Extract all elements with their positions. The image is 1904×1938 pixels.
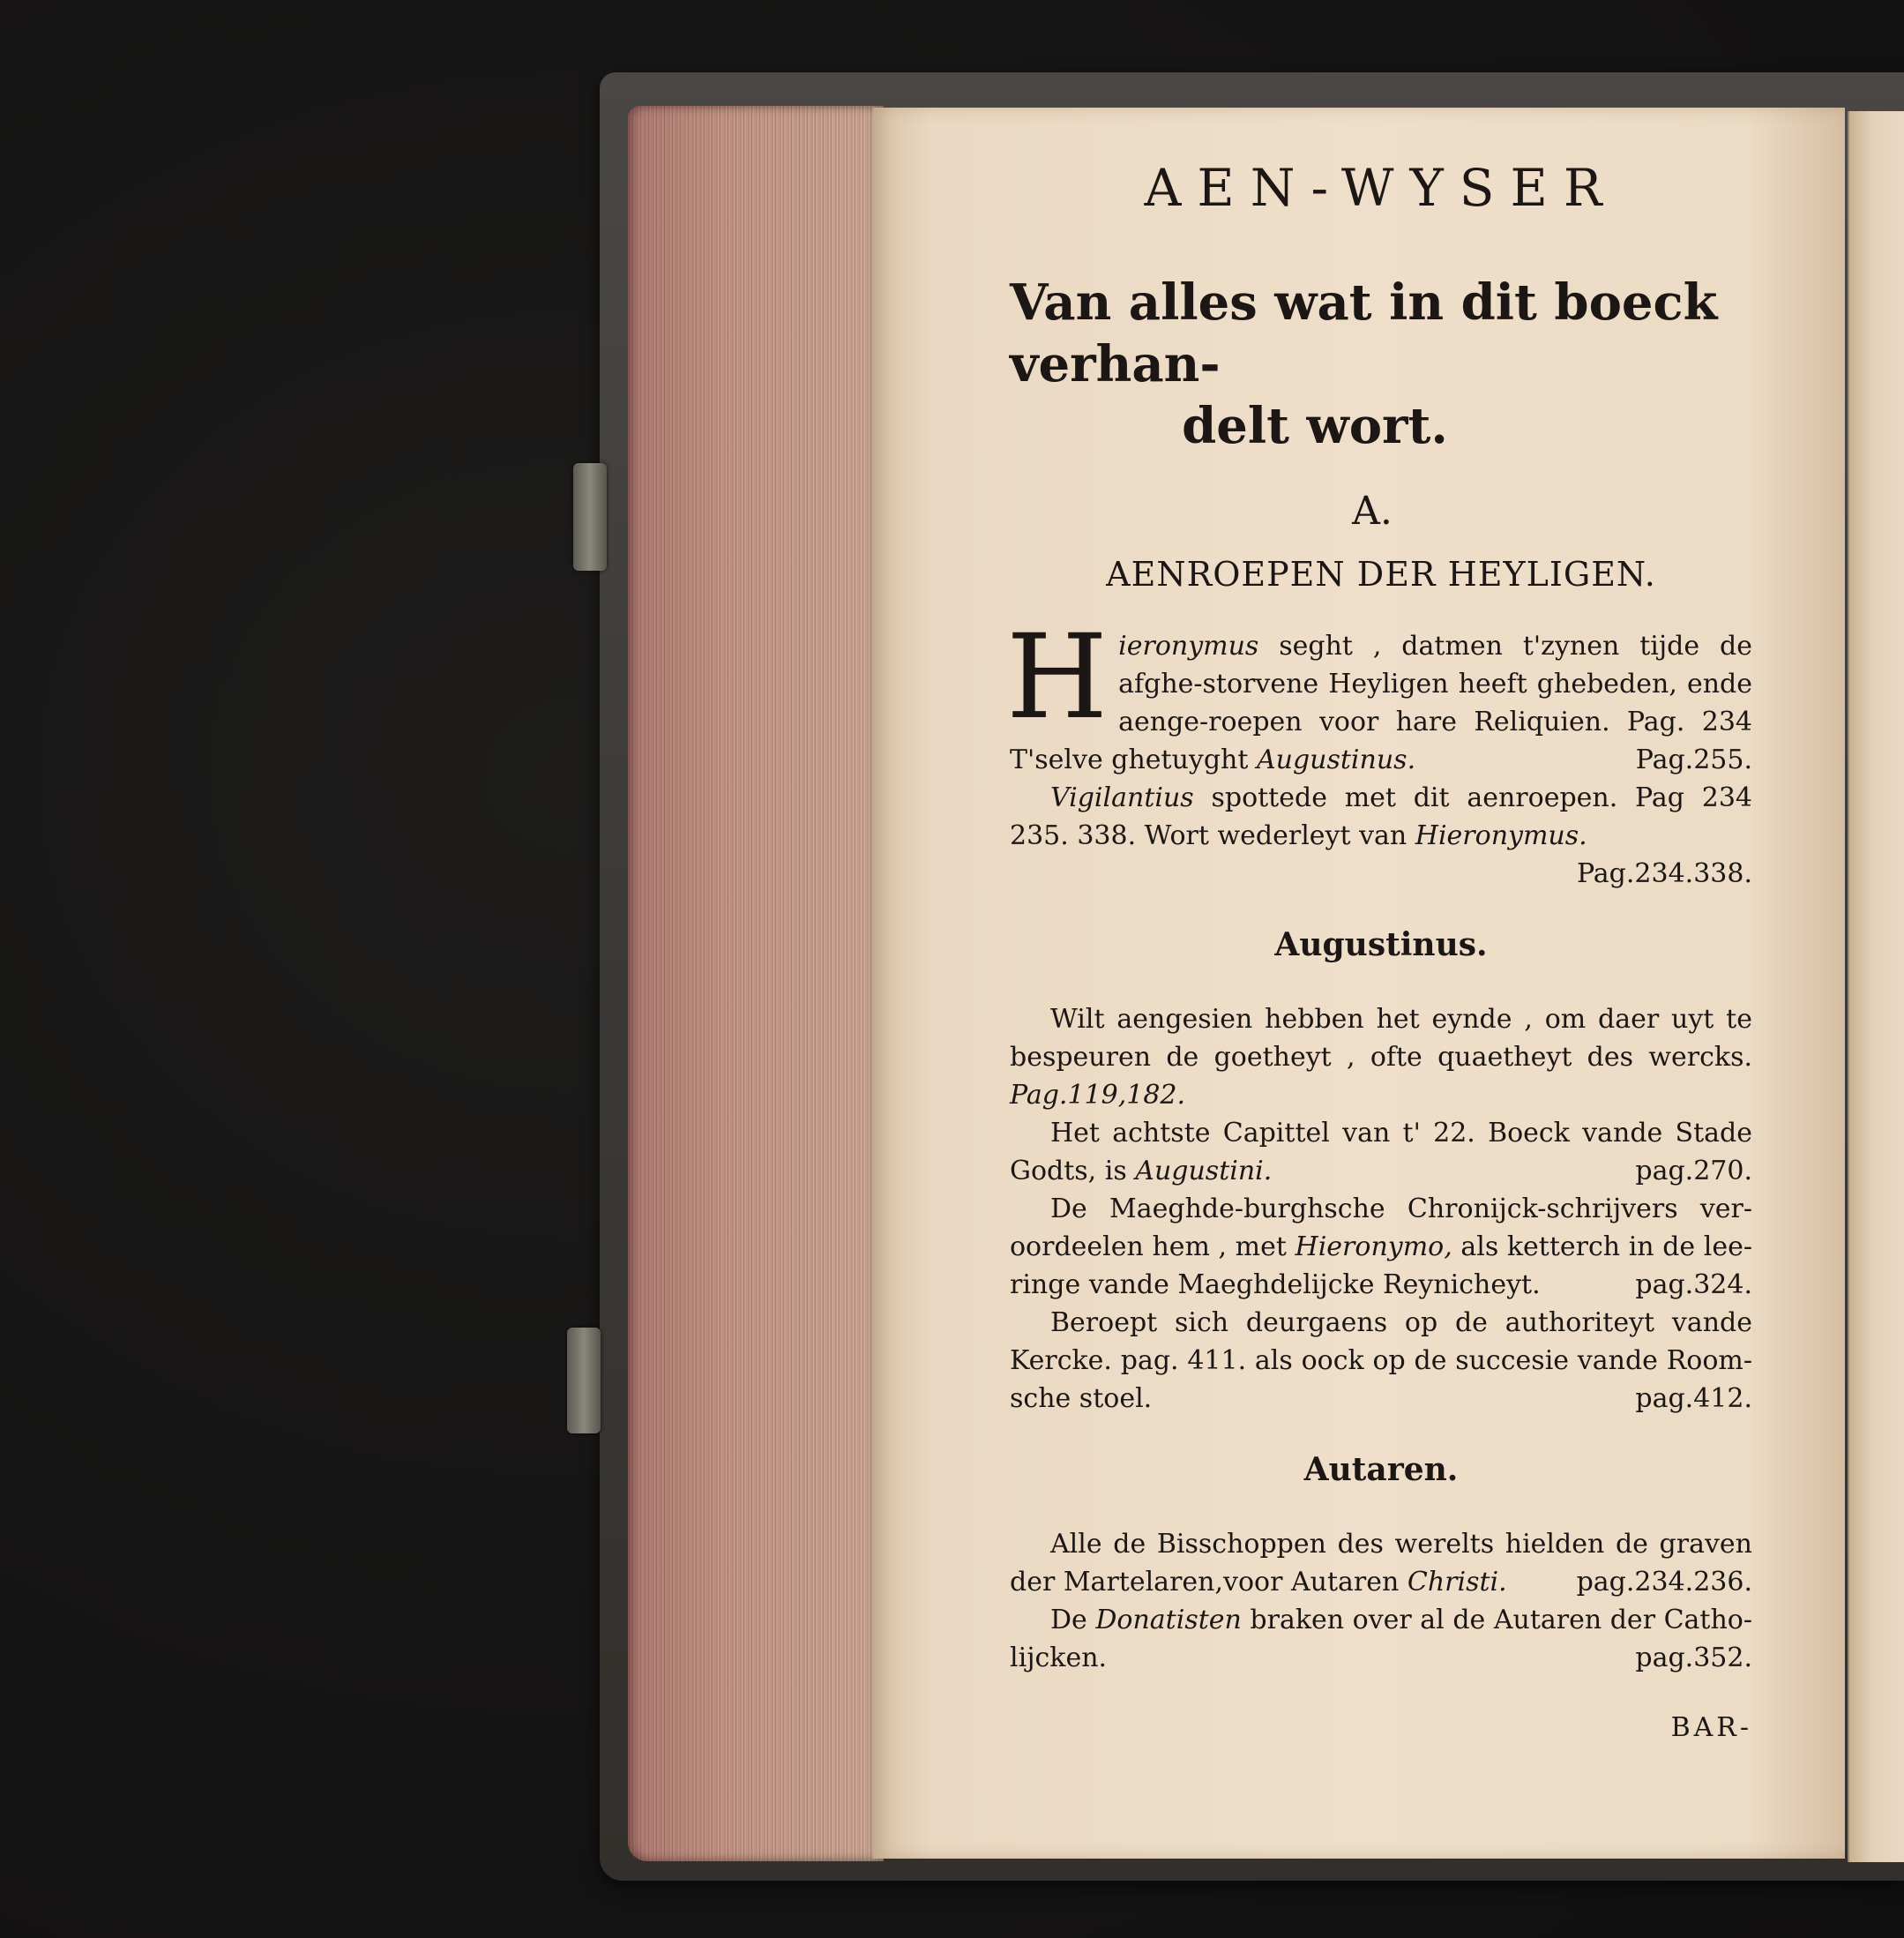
entry-text: Beroept sich deurgaens op de authoriteyt vande Kercke. pag. 411. als oock op de succesie vande Room-sche stoel. (1010, 1307, 1752, 1414)
entry-text: Alle de Bisschoppen des werelts hielden de graven der Martelaren,voor Autaren (1010, 1529, 1752, 1598)
entry-text: De (1050, 1605, 1096, 1635)
index-entry (1010, 1190, 1752, 1304)
page-reference: pag.270. (1635, 1156, 1752, 1186)
entry-reference: Donatisten (1095, 1605, 1242, 1635)
book-clasp-top (573, 463, 607, 571)
index-entry (1010, 1114, 1752, 1190)
entry-text: Het achtste Capittel van t' 22. Boeck vande Stade Godts, is (1010, 1118, 1752, 1186)
entry-reference: Augustini. (1135, 1156, 1273, 1186)
entry-text: Wilt aengesien hebben het eynde , om daer uyt te bespeuren de goetheyt , ofte quaetheyt des wercks. (1010, 1004, 1752, 1073)
entry-reference: Christi. (1407, 1567, 1507, 1598)
index-title (1010, 272, 1752, 457)
page-reference: Pag.119,182. (1010, 1080, 1186, 1111)
entry-text: als ketterch in de lee-ringe vande Maeghdelijcke Reynicheyt. (1010, 1231, 1752, 1300)
section-heading-autaren: Autaren. (1303, 1451, 1459, 1488)
entry-text: De Maeghde-burghsche Chronijck-schrijvers ver-oordeelen hem , met (1010, 1193, 1752, 1262)
entry-reference: Augustinus. (1256, 745, 1416, 775)
index-entry (1010, 1601, 1752, 1677)
entry-reference: Hieronymus. (1415, 820, 1587, 851)
entry-name: ieronymus (1118, 631, 1259, 662)
page-reference: pag.234.236. (1576, 1567, 1752, 1598)
index-entry (1006, 610, 1752, 779)
page-reference: pag.352. (1635, 1642, 1752, 1673)
facing-page-edge (1848, 111, 1904, 1862)
entry-text: seght , datmen t'zynen tijde de afghe-storvene Heyligen heeft ghebeden, ende aenge-roepen voor hare Reliquien. Pag. 234 T'selve ghetuyght (1010, 631, 1752, 775)
book-clasp-bottom (567, 1328, 601, 1433)
letter-heading: A. (1352, 489, 1393, 534)
page-reference: Pag.234.338. (1576, 858, 1752, 889)
section-heading-augustinus: Augustinus. (1274, 926, 1488, 963)
page-reference: Pag.255. (1635, 745, 1752, 775)
running-title: AEN-WYSER (1144, 158, 1618, 218)
page-reference: pag.324. (1635, 1269, 1752, 1300)
catchword: BAR- (1670, 1712, 1752, 1743)
index-entry (1010, 1304, 1752, 1418)
entry-text: braken over al de Autaren der Catho-lijcken. (1010, 1605, 1752, 1673)
page-text (1006, 157, 1752, 1743)
entry-reference: Hieronymo, (1295, 1231, 1452, 1262)
drop-cap: H (1006, 610, 1109, 745)
title-line-1: Van alles wat in dit boeck verhan- (1010, 273, 1718, 393)
index-entry (1010, 1525, 1752, 1601)
entry-name: Vigilantius (1050, 782, 1194, 813)
title-line-2: delt wort. (1182, 397, 1448, 455)
page-block-edge (628, 106, 884, 1861)
section-heading-aenroepen: AENROEPEN DER HEYLIGEN. (1106, 555, 1656, 594)
index-entry (1010, 779, 1752, 893)
page-reference: pag.412. (1635, 1383, 1752, 1414)
entry-text: spottede met dit aenroepen. Pag 234 235. 338. Wort wederleyt van (1010, 782, 1752, 851)
index-entry (1010, 1000, 1752, 1114)
